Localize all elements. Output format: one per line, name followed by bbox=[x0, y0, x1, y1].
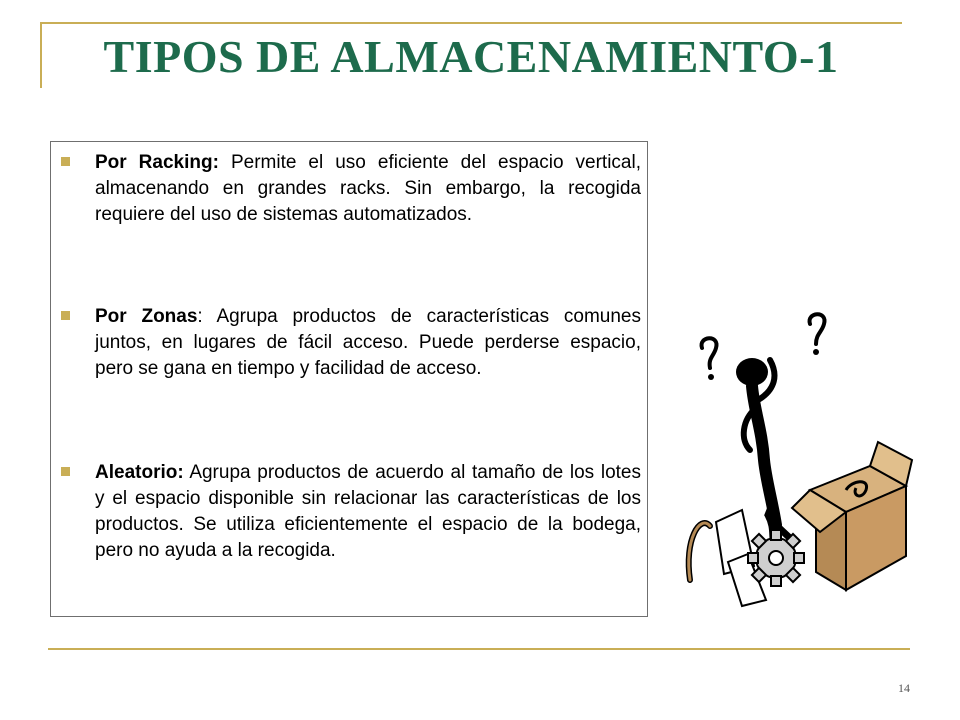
gear-icon bbox=[748, 530, 804, 586]
question-mark-left-icon bbox=[702, 338, 717, 368]
bullet-square-icon bbox=[61, 157, 70, 166]
page-number: 14 bbox=[898, 681, 910, 695]
bullet-description: Agrupa productos de acuerdo al tamaño de los lotes y el espacio disponible sin relacionar las características de los productos. Se utiliza eficientemente el espacio de la bodega, pero no ayuda a la recogida. bbox=[95, 462, 641, 561]
bullet-term: Aleatorio: bbox=[95, 462, 184, 483]
slide-title: TIPOS DE ALMACENAMIENTO-1 bbox=[103, 31, 839, 82]
confused-person-with-box-icon bbox=[680, 300, 920, 620]
bullet-text bbox=[95, 304, 641, 382]
bullet-term: Por Racking: bbox=[95, 152, 219, 173]
bullet-square-icon bbox=[61, 467, 70, 476]
cardboard-box-icon bbox=[792, 442, 912, 590]
bullet-description: Permite el uso eficiente del espacio vertical, almacenando en grandes racks. Sin embargo, la recogida requiere del uso de sistemas automatizados. bbox=[95, 152, 641, 225]
bullet-item-zonas bbox=[95, 304, 641, 382]
content-box bbox=[50, 141, 648, 617]
bullet-term: Por Zonas bbox=[95, 306, 198, 327]
bullet-item-aleatorio bbox=[95, 460, 641, 564]
bottom-rule bbox=[48, 648, 910, 650]
bullet-text bbox=[95, 460, 641, 564]
top-rule bbox=[40, 22, 902, 24]
bullet-item-racking bbox=[95, 150, 641, 228]
bullet-description: : Agrupa productos de características comunes juntos, en lugares de fácil acceso. Puede perderse espacio, pero se gana en tiempo y facilidad de acceso. bbox=[95, 306, 642, 379]
bullet-text bbox=[95, 150, 641, 228]
question-mark-right-icon bbox=[810, 314, 825, 344]
bullet-square-icon bbox=[61, 311, 70, 320]
